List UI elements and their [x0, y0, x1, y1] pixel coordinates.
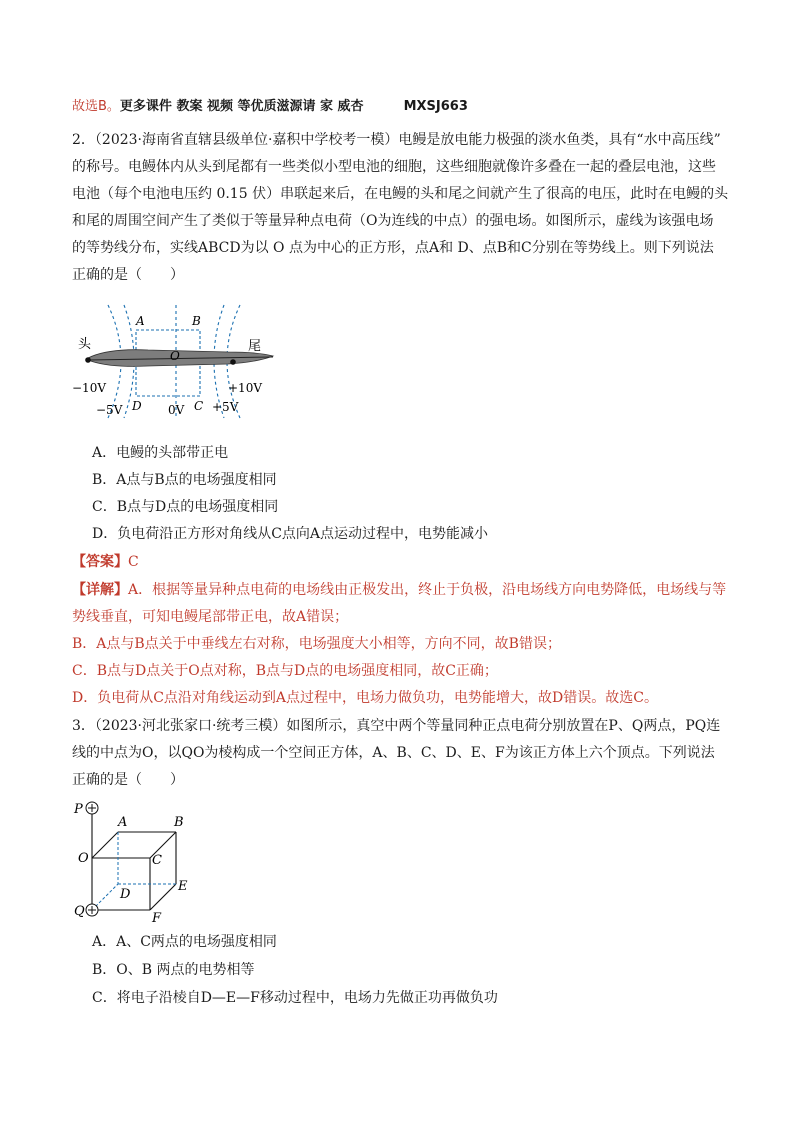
- q2-eel-figure: [68, 300, 278, 425]
- q2-option-a: A．电鳗的头部带正电: [92, 445, 229, 461]
- label-p: P: [74, 802, 83, 817]
- q2-detail-line-3: B．A点与B点关于中垂线左右对称，电场强度大小相等，方向不同，故B错误；: [72, 636, 561, 652]
- q2-stem-line-6: 正确的是（ ）: [72, 267, 184, 283]
- label-c: C: [152, 853, 162, 868]
- label-v-p5: +5V: [212, 400, 239, 414]
- q2-option-b: B．A点与B点的电场强度相同: [92, 472, 277, 488]
- label-point-a: A: [136, 314, 145, 328]
- promo-code: MXSJ663: [403, 99, 468, 114]
- label-point-b: B: [192, 314, 201, 328]
- q2-detail-line-5: D．负电荷从C点沿对角线运动到A点过程中，电场力做负功，电势能增大，故D错误。故选C。: [72, 690, 658, 706]
- q3-option-c: C．将电子沿棱自D—E—F移动过程中，电场力先做正功再做负功: [92, 990, 498, 1006]
- label-v-m10: −10V: [72, 381, 106, 395]
- q3-stem-line-2: 线的中点为O，以QO为棱构成一个空间正方体，A、B、C、D、E、F为该正方体上六个顶点。下列说法: [72, 745, 715, 761]
- head-charge-dot: [85, 357, 91, 363]
- q2-stem-line-4: 和尾的周围空间产生了类似于等量异种点电荷（O为连线的中点）的强电场。如图所示，虚线为该强电场: [72, 213, 714, 229]
- label-point-c: C: [194, 399, 204, 413]
- label-e: E: [178, 879, 188, 894]
- q2-option-d: D．负电荷沿正方形对角线从C点向A点运动过程中，电势能减小: [92, 526, 489, 542]
- q3-cube-figure: [70, 796, 200, 924]
- previous-answer-tail: 故选B。: [72, 99, 120, 114]
- label-o: O: [78, 851, 89, 866]
- label-v-m5: −5V: [96, 403, 123, 417]
- answer-label: 【答案】: [72, 554, 128, 570]
- q2-option-c: C．B点与D点的电场强度相同: [92, 499, 279, 515]
- q3-option-b: B．O、B 两点的电势相等: [92, 962, 255, 978]
- label-q: Q: [74, 904, 85, 919]
- label-v-p10: +10V: [228, 381, 262, 395]
- q3-option-a: A．A、C两点的电场强度相同: [92, 934, 277, 950]
- q2-detail-line-2: 势线垂直，可知电鳗尾部带正电，故A错误；: [72, 609, 349, 625]
- label-d: D: [120, 887, 131, 902]
- label-point-d: D: [132, 399, 142, 413]
- label-v-0: 0V: [168, 403, 185, 417]
- answer-value: C: [128, 554, 139, 570]
- q3-stem-line-3: 正确的是（ ）: [72, 772, 184, 788]
- promo-text: 更多课件 教案 视频 等优质滋源请 家 威杏: [119, 99, 364, 114]
- tail-charge-dot: [230, 359, 236, 365]
- label-point-o: O: [170, 349, 180, 363]
- label-b: B: [174, 815, 184, 830]
- q2-stem-line-5: 的等势线分布，实线ABCD为以 O 点为中心的正方形，点A和 D、点B和C分别在等势线上。则下列说法: [72, 240, 714, 256]
- q2-stem-line-1: 2．（2023·海南省直辖县级单位·嘉积中学校考一模）电鳗是放电能力极强的淡水鱼类，具有“水中高压线”: [72, 132, 721, 148]
- q2-detail-line-1: 【详解】A．根据等量异种点电荷的电场线由正极发出，终止于负极，沿电场线方向电势降低，电场线与等: [72, 582, 727, 598]
- q3-stem-line-1: 3．（2023·河北张家口·统考三模）如图所示，真空中两个等量同种正点电荷分别放置在P、Q两点，PQ连: [72, 718, 721, 734]
- detail-label: 【详解】: [72, 582, 128, 598]
- label-head: 头: [78, 337, 92, 352]
- q2-answer: [72, 552, 732, 572]
- header-ad-line: [72, 98, 468, 116]
- q2-detail-line-4: C．B点与D点关于O点对称，B点与D点的电场强度相同，故C正确；: [72, 663, 498, 679]
- q2-stem-line-2: 的称号。电鳗体内从头到尾都有一些类似小型电池的细胞，这些细胞就像许多叠在一起的叠层电池，这些: [72, 159, 716, 175]
- q2-stem-line-3: 电池（每个电池电压约 0.15 伏）串联起来后，在电鳗的头和尾之间就产生了很高的电压，此时在电鳗的头: [72, 186, 729, 202]
- label-a: A: [118, 815, 128, 830]
- label-f: F: [152, 911, 162, 924]
- label-tail: 尾: [248, 339, 262, 354]
